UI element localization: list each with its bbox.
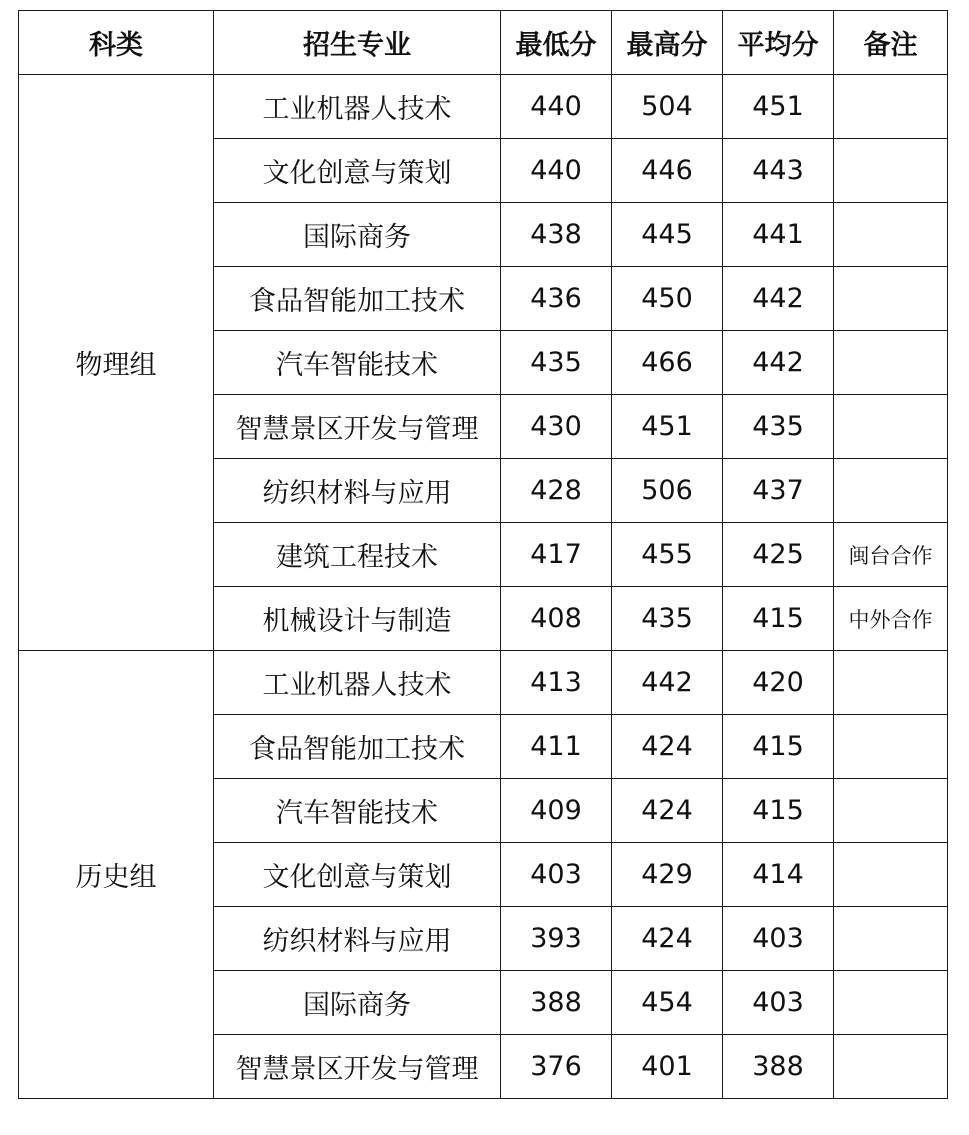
major-cell: 汽车智能技术 (214, 331, 501, 395)
min-score-cell: 408 (501, 587, 612, 651)
avg-score-cell: 425 (723, 523, 834, 587)
note-cell (834, 139, 948, 203)
note-cell: 中外合作 (834, 587, 948, 651)
min-score-cell: 411 (501, 715, 612, 779)
max-score-cell: 424 (612, 907, 723, 971)
avg-score-cell: 420 (723, 651, 834, 715)
note-cell (834, 459, 948, 523)
header-max-score: 最高分 (612, 11, 723, 75)
avg-score-cell: 414 (723, 843, 834, 907)
max-score-cell: 506 (612, 459, 723, 523)
major-cell: 文化创意与策划 (214, 843, 501, 907)
max-score-cell: 450 (612, 267, 723, 331)
note-cell (834, 715, 948, 779)
major-cell: 机械设计与制造 (214, 587, 501, 651)
max-score-cell: 435 (612, 587, 723, 651)
max-score-cell: 445 (612, 203, 723, 267)
header-min-score: 最低分 (501, 11, 612, 75)
category-group-cell: 历史组 (19, 651, 214, 1099)
major-cell: 智慧景区开发与管理 (214, 1035, 501, 1099)
max-score-cell: 446 (612, 139, 723, 203)
table-row (19, 75, 948, 139)
major-cell: 食品智能加工技术 (214, 715, 501, 779)
max-score-cell: 424 (612, 715, 723, 779)
note-cell (834, 1035, 948, 1099)
note-cell (834, 203, 948, 267)
table-body (19, 75, 948, 1099)
note-cell (834, 75, 948, 139)
major-cell: 智慧景区开发与管理 (214, 395, 501, 459)
max-score-cell: 454 (612, 971, 723, 1035)
min-score-cell: 409 (501, 779, 612, 843)
header-category: 科类 (19, 11, 214, 75)
avg-score-cell: 388 (723, 1035, 834, 1099)
max-score-cell: 455 (612, 523, 723, 587)
avg-score-cell: 403 (723, 971, 834, 1035)
note-cell: 闽台合作 (834, 523, 948, 587)
note-cell (834, 395, 948, 459)
max-score-cell: 466 (612, 331, 723, 395)
major-cell: 建筑工程技术 (214, 523, 501, 587)
avg-score-cell: 451 (723, 75, 834, 139)
major-cell: 纺织材料与应用 (214, 907, 501, 971)
header-major: 招生专业 (214, 11, 501, 75)
avg-score-cell: 442 (723, 331, 834, 395)
avg-score-cell: 415 (723, 779, 834, 843)
header-row (19, 11, 948, 75)
note-cell (834, 267, 948, 331)
avg-score-cell: 415 (723, 715, 834, 779)
min-score-cell: 376 (501, 1035, 612, 1099)
min-score-cell: 436 (501, 267, 612, 331)
admission-score-table (18, 10, 948, 1099)
min-score-cell: 435 (501, 331, 612, 395)
max-score-cell: 451 (612, 395, 723, 459)
avg-score-cell: 403 (723, 907, 834, 971)
min-score-cell: 413 (501, 651, 612, 715)
major-cell: 工业机器人技术 (214, 75, 501, 139)
min-score-cell: 403 (501, 843, 612, 907)
major-cell: 文化创意与策划 (214, 139, 501, 203)
major-cell: 国际商务 (214, 971, 501, 1035)
min-score-cell: 388 (501, 971, 612, 1035)
min-score-cell: 438 (501, 203, 612, 267)
avg-score-cell: 442 (723, 267, 834, 331)
max-score-cell: 401 (612, 1035, 723, 1099)
note-cell (834, 971, 948, 1035)
max-score-cell: 442 (612, 651, 723, 715)
header-avg-score: 平均分 (723, 11, 834, 75)
min-score-cell: 428 (501, 459, 612, 523)
note-cell (834, 651, 948, 715)
avg-score-cell: 415 (723, 587, 834, 651)
table-row (19, 651, 948, 715)
avg-score-cell: 435 (723, 395, 834, 459)
min-score-cell: 430 (501, 395, 612, 459)
major-cell: 汽车智能技术 (214, 779, 501, 843)
major-cell: 国际商务 (214, 203, 501, 267)
header-note: 备注 (834, 11, 948, 75)
max-score-cell: 504 (612, 75, 723, 139)
major-cell: 食品智能加工技术 (214, 267, 501, 331)
note-cell (834, 907, 948, 971)
major-cell: 纺织材料与应用 (214, 459, 501, 523)
max-score-cell: 429 (612, 843, 723, 907)
min-score-cell: 393 (501, 907, 612, 971)
note-cell (834, 331, 948, 395)
avg-score-cell: 441 (723, 203, 834, 267)
min-score-cell: 440 (501, 75, 612, 139)
avg-score-cell: 437 (723, 459, 834, 523)
category-group-cell: 物理组 (19, 75, 214, 651)
avg-score-cell: 443 (723, 139, 834, 203)
note-cell (834, 843, 948, 907)
note-cell (834, 779, 948, 843)
max-score-cell: 424 (612, 779, 723, 843)
major-cell: 工业机器人技术 (214, 651, 501, 715)
min-score-cell: 417 (501, 523, 612, 587)
min-score-cell: 440 (501, 139, 612, 203)
